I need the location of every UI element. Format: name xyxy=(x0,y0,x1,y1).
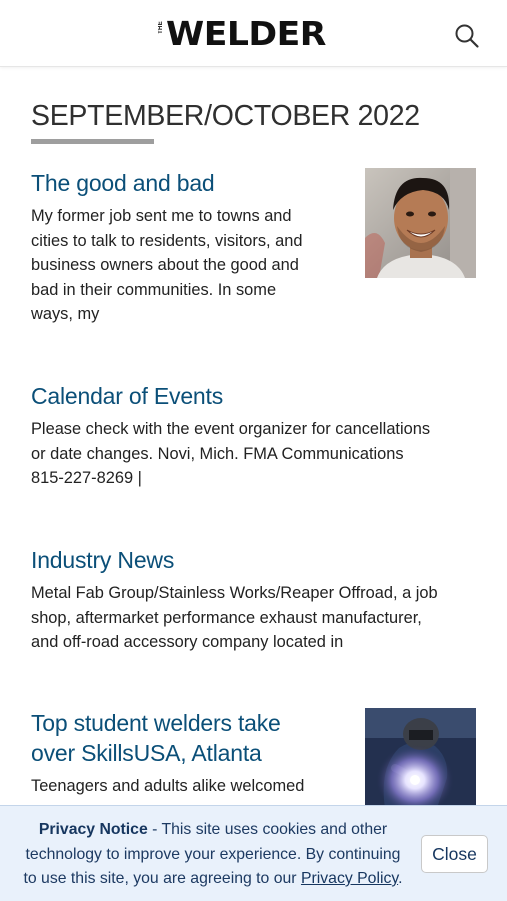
privacy-text-part: to use this site, you are agreeing to our xyxy=(23,870,301,887)
article-card xyxy=(31,381,481,491)
article-title[interactable]: Industry News xyxy=(31,547,175,573)
welder-image xyxy=(365,708,476,808)
privacy-notice-text xyxy=(14,818,412,892)
privacy-notice-label: Privacy Notice xyxy=(38,821,148,838)
excerpt-line: bad in their communities. In some xyxy=(31,280,277,299)
article-thumbnail-welder[interactable] xyxy=(365,708,476,808)
article-excerpt xyxy=(31,204,341,327)
article-title[interactable] xyxy=(31,708,341,768)
excerpt-line: My former job sent me to towns and xyxy=(31,207,292,225)
privacy-notice-banner xyxy=(0,805,507,901)
site-header xyxy=(0,0,507,67)
excerpt-line: Please check with the event organizer for cancellations xyxy=(31,420,431,438)
article-excerpt xyxy=(31,581,481,655)
site-logo[interactable] xyxy=(158,14,326,54)
excerpt-line: ways, my xyxy=(31,305,100,324)
privacy-text-part: technology to improve your experience. By continuing xyxy=(25,845,401,863)
article-title-line: Top student welders take xyxy=(31,710,281,736)
article-title-line: over SkillsUSA, Atlanta xyxy=(31,740,262,766)
title-underline xyxy=(31,139,154,144)
article-card xyxy=(31,545,481,655)
article-thumbnail-portrait[interactable] xyxy=(365,168,476,278)
search-button[interactable] xyxy=(454,23,480,49)
article-title[interactable]: The good and bad xyxy=(31,170,215,196)
article-excerpt xyxy=(31,774,341,799)
article-card xyxy=(31,168,341,327)
article-card xyxy=(31,708,341,799)
excerpt-line: or date changes. Novi, Mich. FMA Communications xyxy=(31,444,404,463)
issue-title: SEPTEMBER/OCTOBER 2022 xyxy=(31,100,420,132)
close-button[interactable]: Close xyxy=(421,835,488,873)
article-excerpt xyxy=(31,417,481,491)
logo-the-text: THE xyxy=(158,21,164,34)
excerpt-line: cities to talk to residents, visitors, and xyxy=(31,231,303,250)
excerpt-line: business owners about the good and xyxy=(31,256,299,275)
search-icon xyxy=(454,23,480,49)
excerpt-line: shop, aftermarket performance exhaust manufacturer, xyxy=(31,608,422,627)
privacy-text-part: . xyxy=(398,870,403,887)
excerpt-line: Teenagers and adults alike welcomed xyxy=(31,777,305,795)
privacy-policy-link[interactable]: Privacy Policy xyxy=(300,870,399,887)
excerpt-line: 815-227-8269 | xyxy=(31,469,142,488)
portrait-image xyxy=(365,168,476,278)
logo-wordmark: WELDER xyxy=(166,14,326,53)
excerpt-line: Metal Fab Group/Stainless Works/Reaper Offroad, a job xyxy=(31,584,438,602)
excerpt-line: and off-road accessory company located in xyxy=(31,633,344,652)
privacy-text-part: - This site uses cookies and other xyxy=(147,821,388,838)
article-title[interactable]: Calendar of Events xyxy=(31,383,224,409)
